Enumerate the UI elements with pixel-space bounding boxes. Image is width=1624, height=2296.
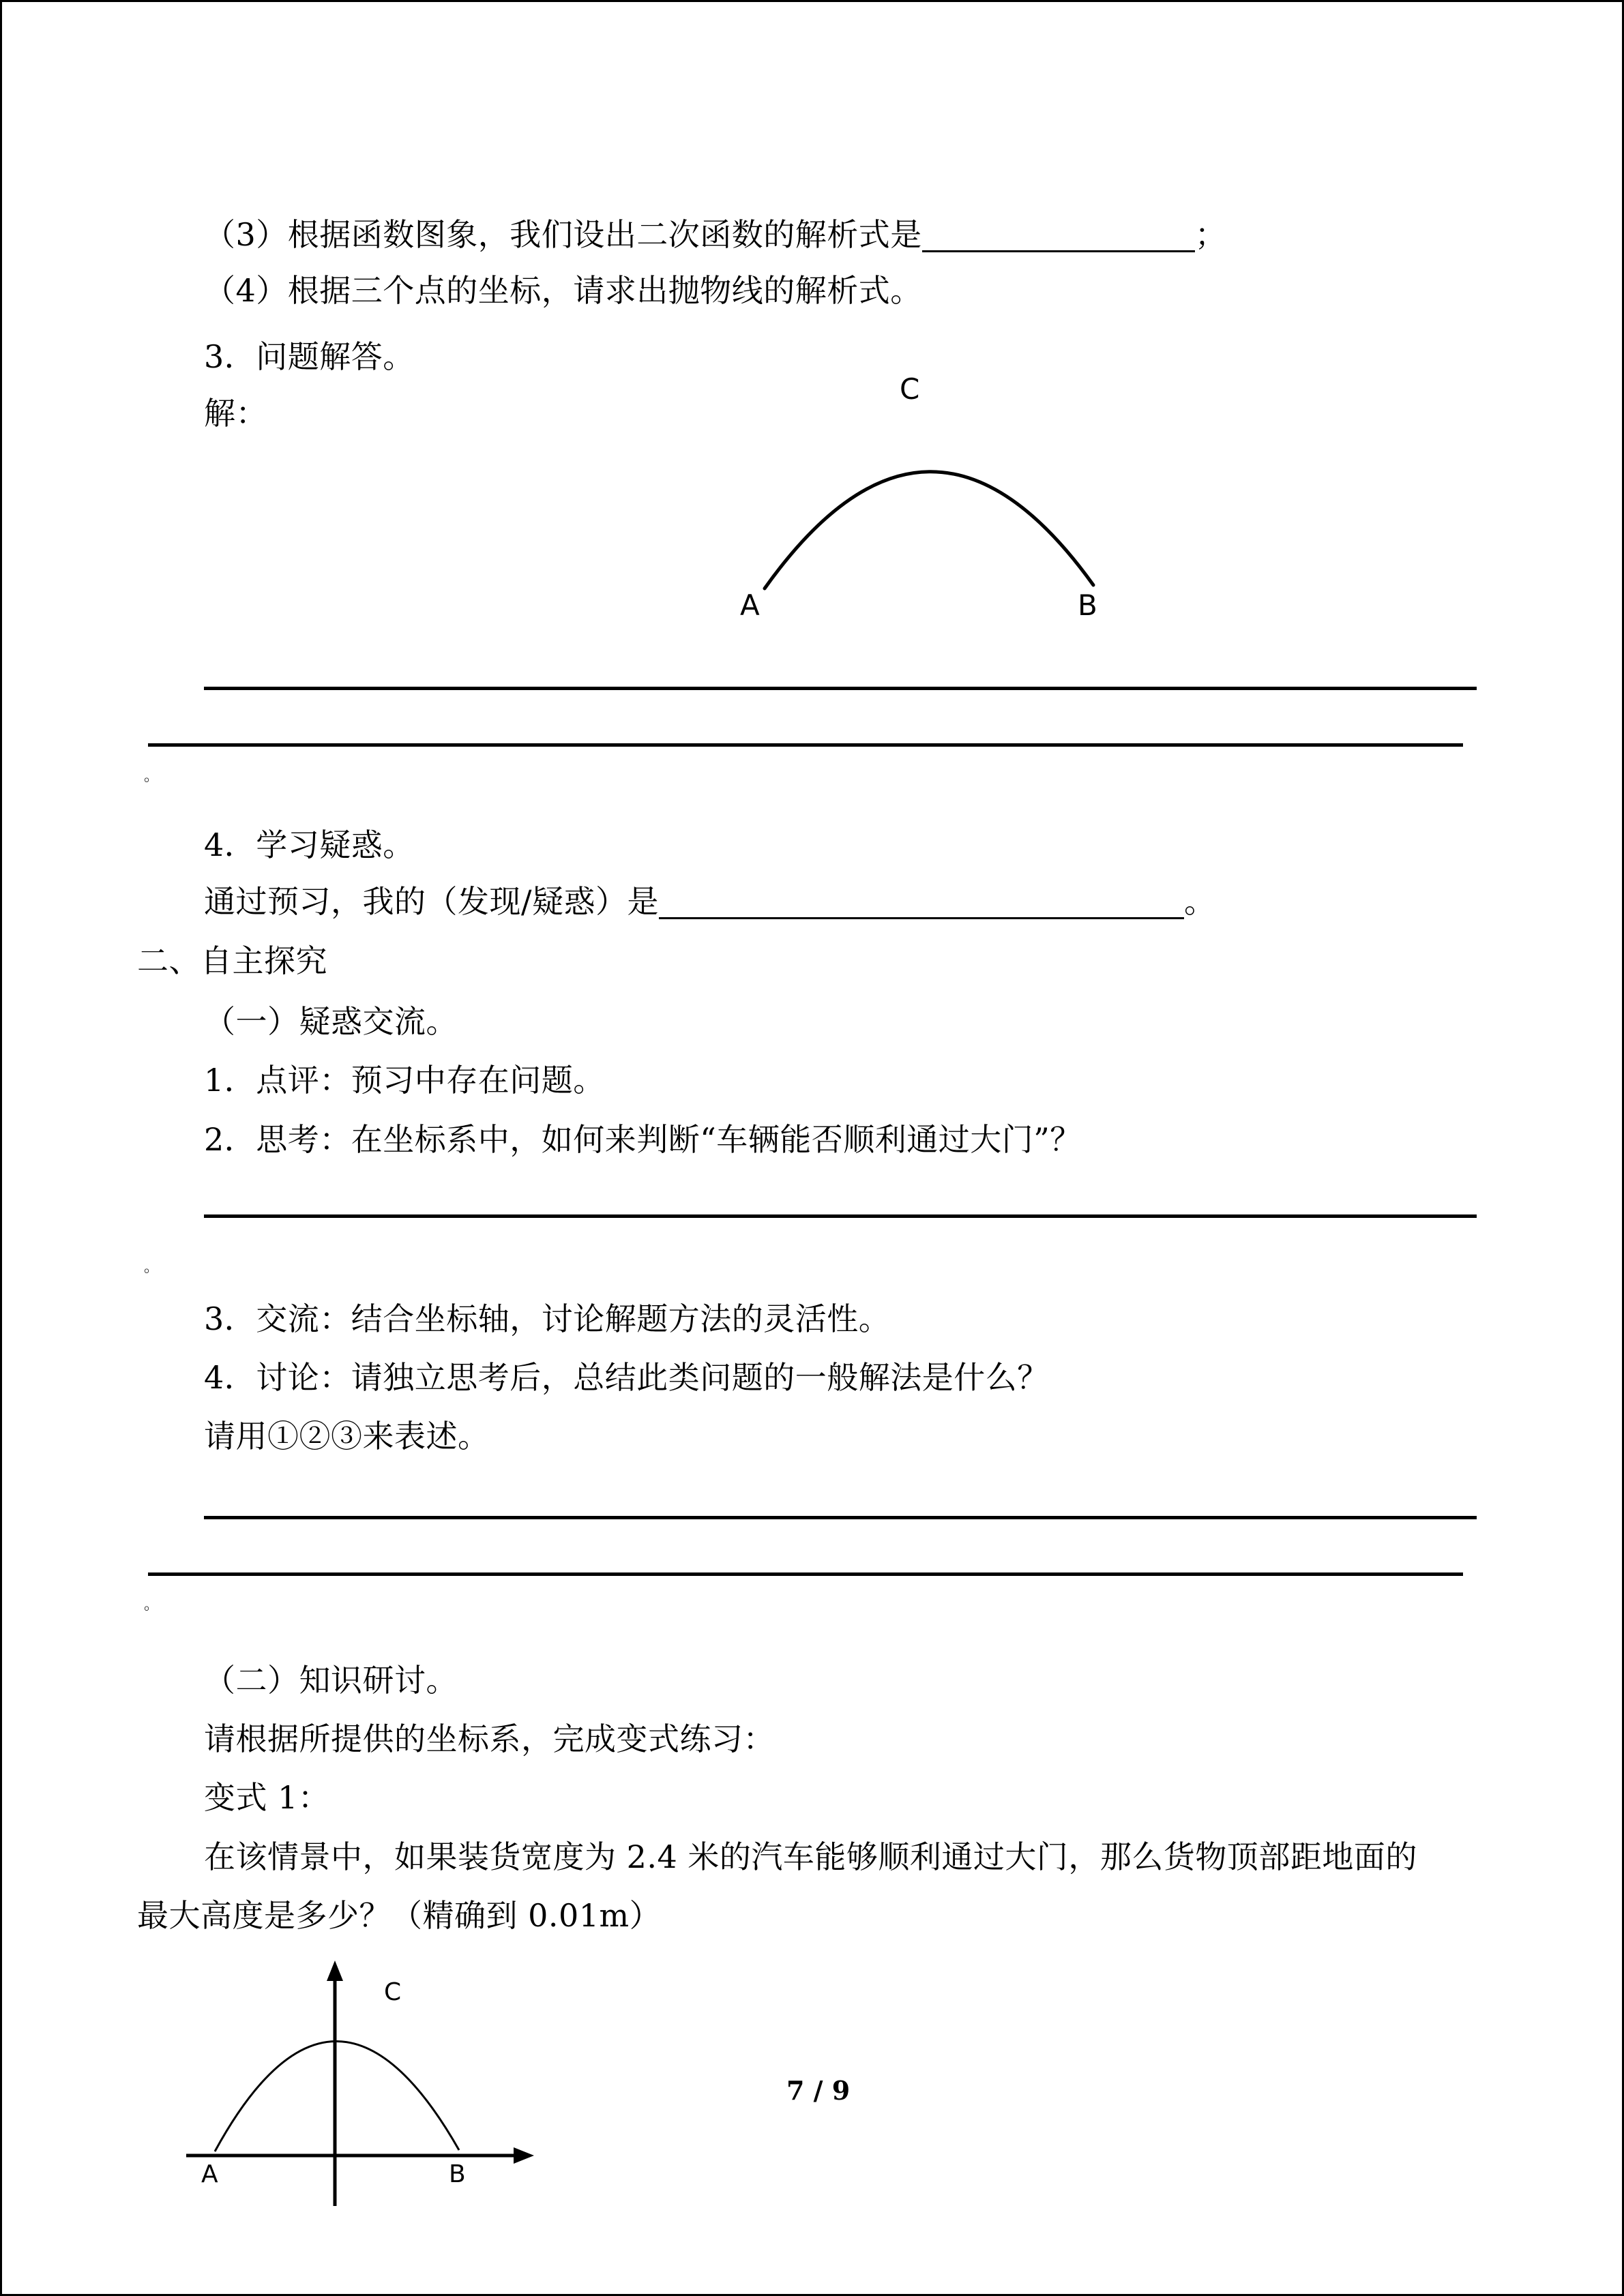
right-label-b: B: [1078, 588, 1097, 622]
explore-item-4: 4．讨论：请独立思考后，总结此类问题的一般解法是什么？: [204, 1359, 1049, 1396]
parabola-arch-diagram: [698, 363, 1189, 636]
preview-question-line: [204, 883, 1216, 920]
subsection-1-heading: （一）疑惑交流。: [204, 1003, 458, 1040]
solution-label: 解：: [204, 395, 267, 432]
section-2-heading: 二、自主探究: [137, 942, 327, 979]
variation-1-text-line-2: 最大高度是多少？（精确到 0.01m）: [137, 1897, 662, 1934]
question-3-blank[interactable]: [922, 250, 1195, 252]
item-3-heading: 3．问题解答。: [204, 338, 415, 375]
variation-1-text-line-1: 在该情景中，如果装货宽度为 2.4 米的汽车能够顺利通过大门，那么货物顶部距地面的: [204, 1838, 1417, 1875]
page-number: 7 / 9: [786, 2075, 851, 2106]
preview-question-blank[interactable]: [659, 917, 1184, 919]
question-3-line: [204, 216, 1227, 253]
parabola-arch-svg: [698, 363, 1189, 636]
right-label-b: B: [449, 2160, 466, 2188]
stray-period-2: 。: [144, 1259, 160, 1276]
stray-period-3: 。: [144, 1596, 160, 1613]
subsection-2-heading: （二）知识研讨。: [204, 1662, 458, 1699]
preview-question-prefix: 通过预习，我的（发现/疑惑）是: [204, 883, 659, 920]
left-label-a: A: [201, 2160, 218, 2188]
explore-item-4-note: 请用①②③来表述。: [204, 1418, 490, 1455]
answer-rule-5[interactable]: [148, 1572, 1463, 1576]
item-4-heading: 4．学习疑惑。: [204, 826, 415, 863]
question-3-prefix: （3）根据函数图象，我们设出二次函数的解析式是: [204, 216, 922, 253]
x-axis-arrow-icon: [514, 2147, 534, 2164]
apex-label-c: C: [900, 372, 920, 406]
variation-intro: 请根据所提供的坐标系，完成变式练习：: [204, 1720, 775, 1757]
document-body: [2, 2, 1624, 2296]
question-3-suffix: ；: [1194, 216, 1227, 253]
answer-rule-4[interactable]: [204, 1516, 1477, 1519]
explore-item-2: 2．思考：在坐标系中，如何来判断“车辆能否顺利通过大门”？: [204, 1121, 1082, 1158]
left-label-a: A: [740, 588, 760, 622]
explore-item-1: 1．点评：预习中存在问题。: [204, 1062, 605, 1099]
parabola-coordinate-svg: [186, 1945, 568, 2225]
answer-rule-2[interactable]: [148, 743, 1463, 747]
parabola-coordinate-diagram: [186, 1945, 568, 2225]
parabola-curve: [215, 2041, 459, 2151]
explore-item-3: 3．交流：结合坐标轴，讨论解题方法的灵活性。: [204, 1300, 891, 1337]
answer-rule-3[interactable]: [204, 1214, 1477, 1218]
answer-rule-1[interactable]: [204, 687, 1477, 690]
question-4-line: （4）根据三个点的坐标，请求出抛物线的解析式。: [204, 272, 922, 309]
apex-label-c: C: [384, 1978, 402, 2006]
y-axis-arrow-icon: [327, 1960, 343, 1981]
stray-period-1: 。: [144, 768, 160, 785]
parabola-curve: [765, 472, 1093, 588]
variation-1-label: 变式 1：: [204, 1779, 330, 1816]
preview-question-suffix: 。: [1184, 883, 1216, 920]
